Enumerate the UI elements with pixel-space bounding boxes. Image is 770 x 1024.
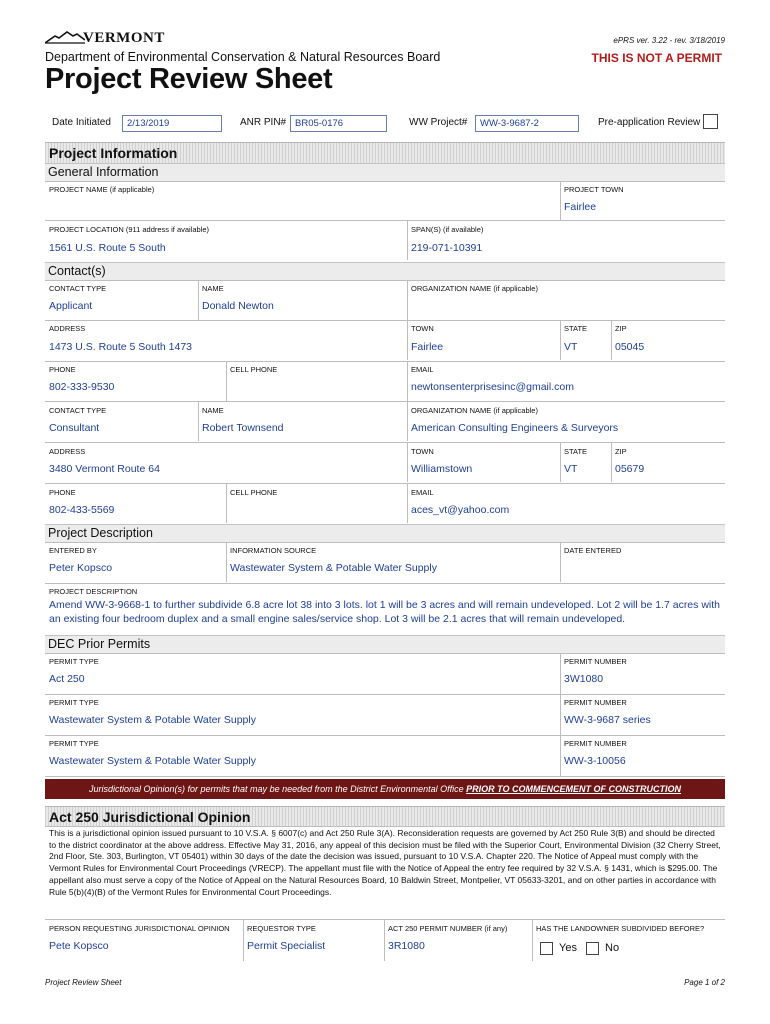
project-information-header (45, 142, 725, 163)
project-information-title: Project Information (49, 145, 178, 161)
permit-number-label: PERMIT NUMBER (564, 739, 627, 748)
permit-type-label: PERMIT TYPE (49, 739, 99, 748)
logo-text: VERMONT (83, 30, 165, 46)
contact-type-label: CONTACT TYPE (49, 284, 107, 293)
project-desc-label: PROJECT DESCRIPTION (49, 587, 138, 596)
permit-type-label: PERMIT TYPE (49, 657, 99, 666)
ww-project-label: WW Project# (409, 117, 468, 128)
town-label: TOWN (411, 447, 434, 456)
email-value[interactable]: aces_vt@yahoo.com (411, 504, 510, 516)
dec-prior-permits-header (45, 635, 725, 654)
project-town-value[interactable]: Fairlee (564, 201, 597, 213)
zip-value[interactable]: 05679 (615, 463, 645, 475)
requestor-type-value[interactable]: Permit Specialist (247, 940, 326, 952)
contact-org-value[interactable]: American Consulting Engineers & Surveyors (411, 422, 619, 434)
phone-label: PHONE (49, 365, 76, 374)
info-source-value[interactable]: Wastewater System & Potable Water Supply (230, 562, 437, 574)
permit-number-value[interactable]: 3W1080 (564, 673, 604, 685)
contact-name-label: NAME (202, 406, 224, 415)
project-town-label: PROJECT TOWN (564, 185, 624, 194)
jurisdiction-notice-bar (45, 779, 725, 799)
act250-permit-number-label: ACT 250 PERMIT NUMBER (if any) (388, 924, 508, 933)
permit-type-value[interactable]: Wastewater System & Potable Water Supply (49, 714, 256, 726)
permit-type-value[interactable]: Act 250 (49, 673, 85, 685)
requestor-type-label: REQUESTOR TYPE (247, 924, 316, 933)
zip-label: ZIP (615, 447, 627, 456)
project-description-title: Project Description (48, 526, 153, 540)
permit-number-value[interactable]: WW-3-10056 (564, 755, 626, 767)
person-requesting-label: PERSON REQUESTING JURISDICTIONAL OPINION (49, 924, 230, 933)
phone-value[interactable]: 802-433-5569 (49, 504, 115, 516)
project-location-label: PROJECT LOCATION (911 address if available) (49, 225, 210, 234)
state-label: STATE (564, 447, 588, 456)
project-name-label: PROJECT NAME (if applicable) (49, 185, 155, 194)
department-name: Department of Environmental Conservation & Natural Resources Board (45, 50, 441, 64)
date-initiated-label: Date Initiated (52, 117, 111, 128)
contacts-header (45, 262, 725, 281)
page-number: Page 1 of 2 (684, 978, 725, 987)
act250-title: Act 250 Jurisdictional Opinion (49, 809, 251, 825)
contact-org-label: ORGANIZATION NAME (if applicable) (411, 284, 538, 293)
anr-pin-field[interactable]: BR05-0176 (290, 115, 387, 132)
subdivided-no-label: No (605, 942, 620, 954)
state-value[interactable]: VT (564, 463, 578, 475)
preapp-review-checkbox[interactable] (703, 114, 718, 129)
address-label: ADDRESS (49, 324, 86, 333)
address-value[interactable]: 1473 U.S. Route 5 South 1473 (49, 341, 193, 353)
contact-name-value[interactable]: Robert Townsend (202, 422, 284, 434)
subdivided-before-label: HAS THE LANDOWNER SUBDIVIDED BEFORE? (536, 924, 705, 933)
page-title: Project Review Sheet (45, 63, 333, 95)
contact-name-value[interactable]: Donald Newton (202, 300, 274, 312)
cell-phone-label: CELL PHONE (230, 365, 278, 374)
permit-number-label: PERMIT NUMBER (564, 698, 627, 707)
person-requesting-value[interactable]: Pete Kopsco (49, 940, 109, 952)
info-source-label: INFORMATION SOURCE (230, 546, 317, 555)
state-label: STATE (564, 324, 588, 333)
act250-permit-number-value[interactable]: 3R1080 (388, 940, 425, 952)
email-label: EMAIL (411, 365, 434, 374)
jurisdiction-notice-text: Jurisdictional Opinion(s) for permits that may be needed from the District Environmental Office (89, 784, 467, 794)
state-value[interactable]: VT (564, 341, 578, 353)
contact-org-label: ORGANIZATION NAME (if applicable) (411, 406, 538, 415)
cell-phone-label: CELL PHONE (230, 488, 278, 497)
email-value[interactable]: newtonsenterprisesinc@gmail.com (411, 381, 574, 393)
preapp-review-label: Pre-application Review (598, 117, 701, 128)
contacts-title: Contact(s) (48, 264, 106, 278)
contact-type-value[interactable]: Consultant (49, 422, 100, 434)
date-initiated-field[interactable]: 2/13/2019 (122, 115, 222, 132)
act250-header (45, 806, 725, 827)
anr-pin-label: ANR PIN# (240, 117, 287, 128)
jurisdiction-notice-emphasis: PRIOR TO COMMENCEMENT OF CONSTRUCTION (466, 784, 681, 794)
project-location-value[interactable]: 1561 U.S. Route 5 South (49, 242, 166, 254)
footer-title: Project Review Sheet (45, 978, 122, 987)
town-value[interactable]: Fairlee (411, 341, 444, 353)
permit-number-value[interactable]: WW-3-9687 series (564, 714, 651, 726)
contact-type-value[interactable]: Applicant (49, 300, 93, 312)
ww-project-field[interactable]: WW-3-9687-2 (475, 115, 579, 132)
permit-number-label: PERMIT NUMBER (564, 657, 627, 666)
entered-by-value[interactable]: Peter Kopsco (49, 562, 113, 574)
address-label: ADDRESS (49, 447, 86, 456)
project-description-header (45, 524, 725, 543)
version-text: ePRS ver. 3.22 - rev. 3/18/2019 (613, 36, 725, 45)
phone-label: PHONE (49, 488, 76, 497)
permit-type-label: PERMIT TYPE (49, 698, 99, 707)
zip-label: ZIP (615, 324, 627, 333)
span-label: SPAN(S) (if available) (411, 225, 484, 234)
email-label: EMAIL (411, 488, 434, 497)
span-value[interactable]: 219-071-10391 (411, 242, 483, 254)
town-value[interactable]: Williamstown (411, 463, 473, 475)
contact-type-label: CONTACT TYPE (49, 406, 107, 415)
zip-value[interactable]: 05045 (615, 341, 645, 353)
project-desc-value[interactable]: Amend WW-3-9668-1 to further subdivide 6.8 acre lot 38 into 3 lots. lot 1 will be 3 acres and will remain undeveloped. Lot 2 will be 1.7 acres with an existing four bedroom duplex and a small engine sales/service shop. Lot 3 will be 2.1 acres that will remain undeveloped. (49, 599, 720, 625)
permit-type-value[interactable]: Wastewater System & Potable Water Supply (49, 755, 256, 767)
general-information-title: General Information (48, 165, 159, 179)
general-information-header (45, 163, 725, 182)
contact-name-label: NAME (202, 284, 224, 293)
mountain-logo-icon (45, 30, 85, 44)
not-a-permit-notice: THIS IS NOT A PERMIT (591, 51, 722, 65)
entered-by-label: ENTERED BY (49, 546, 97, 555)
dec-prior-permits-title: DEC Prior Permits (48, 637, 151, 651)
subdivided-no-checkbox[interactable] (586, 942, 599, 955)
town-label: TOWN (411, 324, 434, 333)
subdivided-yes-label: Yes (559, 942, 577, 954)
phone-value[interactable]: 802-333-9530 (49, 381, 115, 393)
act250-paragraph: This is a jurisdictional opinion issued pursuant to 10 V.S.A. § 6007(c) and Act 250 Rule 3(A). Reconsideration requests are governed by Act 250 Rule 3(B) and should be directed to the district coordinator at the above address. Effective May 31, 2016, any appeal of this decision must be filed with the Superior Court, Environmental Division (32 Cherry Street, 2nd Floor, Ste. 303, Burlington, VT 05401) within 30 days of the date the decision was issued, pursuant to 10 V.S.A. Chapter 220. The Notice of Appeal must comply with the Vermont Rules for Environmental Court Proceedings (VRECP). The appellant must file with the Notice of Appeal the entry fee required by 32 V.S.A. § 1431, which is $295.00. The appellant also must serve a copy of the Notice of Appeal on the Natural Resources Board, 10 Baldwin Street, Montpelier, VT 05633-3201, and on other parties in accordance with Rule 5(b)(4)(B) of the Vermont Rules for Environmental Court Proceedings. (49, 828, 721, 897)
subdivided-yes-checkbox[interactable] (540, 942, 553, 955)
address-value[interactable]: 3480 Vermont Route 64 (49, 463, 160, 475)
date-entered-label: DATE ENTERED (564, 546, 622, 555)
